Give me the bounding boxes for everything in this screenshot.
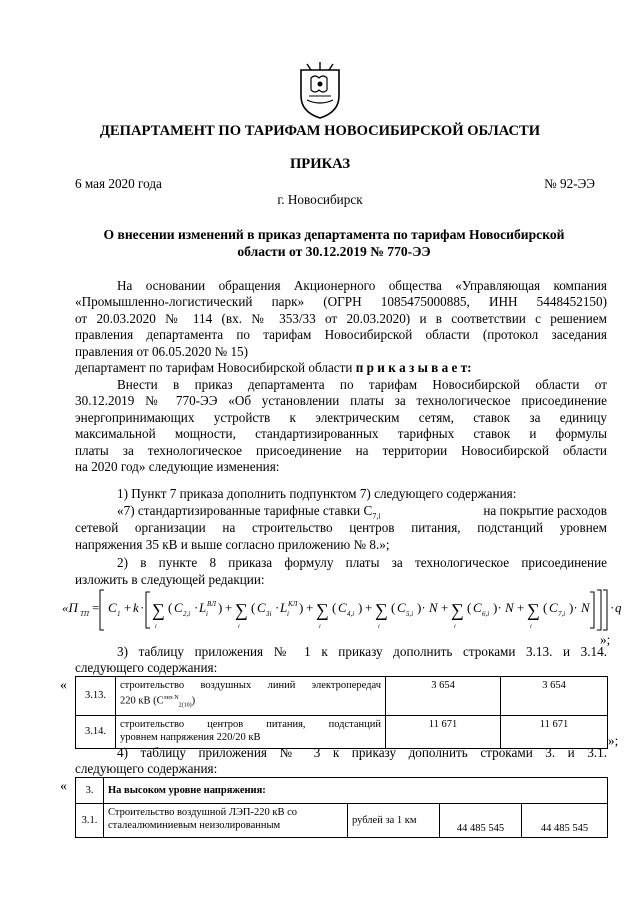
p1-line-2: «Промышленно-логистический парк» (ОГРН 1085475000885, ИНН 5448452150) (75, 294, 607, 309)
table2-open-quote: « (60, 779, 67, 794)
row-description (104, 804, 348, 838)
svg-text:i: i (454, 624, 456, 630)
svg-text:+: + (365, 600, 373, 615)
table-row (76, 778, 608, 804)
svg-text:C: C (257, 600, 266, 615)
svg-text:C: C (473, 600, 482, 615)
svg-text:i: i (206, 610, 208, 618)
row-description-line-2: уровнем напряжения 220/20 кВ (120, 731, 261, 743)
svg-text:i: i (530, 624, 532, 630)
svg-text:)·: )· (493, 600, 502, 615)
p1-line-3: от 20.03.2020 № 114 (вх. № 353/33 от 20.03.2020) и в соответствии с решением (75, 311, 607, 326)
svg-text:∑: ∑ (375, 600, 388, 620)
row-value-1: 44 485 545 (440, 804, 522, 838)
svg-text:4,i: 4,i (347, 610, 355, 618)
item1-quote-start: «7) стандартизированные тарифные ставки С (117, 503, 373, 518)
item1-subscript: 7,i (372, 511, 381, 521)
p2-decree: п р и к а з ы в а е т: (355, 360, 472, 375)
svg-text:)·: )· (417, 600, 426, 615)
order-city: г. Новосибирск (277, 192, 363, 207)
row-description-line-1: строительство центров питания, подстанций (120, 718, 381, 730)
p3-line-2: 30.12.2019 № 770-ЭЭ «Об установлении платы за технологическое присоединение (75, 393, 607, 408)
p3-line-6: на 2020 год» следующие изменения: (75, 459, 280, 474)
svg-text:2,i: 2,i (183, 610, 191, 618)
svg-text:C: C (174, 600, 183, 615)
svg-text:КЛ: КЛ (288, 600, 298, 608)
svg-text:∑: ∑ (235, 600, 248, 620)
svg-text:(: ( (391, 600, 396, 615)
row-description-sup: лнх N (163, 695, 179, 701)
svg-text:ВЛ: ВЛ (207, 600, 217, 608)
svg-text:7,i: 7,i (558, 610, 566, 618)
svg-text:(: ( (332, 600, 337, 615)
svg-text:+: + (306, 600, 314, 615)
svg-text:∑: ∑ (451, 600, 464, 620)
item1-text: 1) Пункт 7 приказа дополнить подпунктом 7) следующего содержания: (117, 486, 517, 501)
row-section-title: На высоком уровне напряжения: (104, 778, 608, 804)
svg-text:i: i (319, 624, 321, 630)
row-number: 3. (76, 778, 104, 804)
svg-text:=: = (92, 600, 100, 615)
row-number: 3.13. (76, 677, 116, 716)
svg-text:·: · (610, 600, 615, 615)
payment-formula (60, 586, 622, 648)
row-description-sub: 2(10) (178, 702, 192, 709)
item4-line-1: 4) таблицу приложения № 3 к приказу дополнить строками 3. и 3.1. (117, 745, 607, 760)
svg-text:i: i (238, 624, 240, 630)
table1 (75, 676, 608, 749)
order-date: 6 мая 2020 года (75, 176, 162, 191)
svg-text:6,i: 6,i (482, 610, 490, 618)
svg-text:C: C (338, 600, 347, 615)
p1-line-1: На основании обращения Акционерного общества «Управляющая компания (117, 278, 607, 293)
department-title: ДЕПАРТАМЕНТ ПО ТАРИФАМ НОВОСИБИРСКОЙ ОБЛАСТИ (99, 123, 541, 139)
svg-text:(: ( (467, 600, 472, 615)
row-value-2: 11 671 (501, 715, 608, 748)
row-value-1: 3 654 (386, 677, 501, 716)
svg-text:i: i (287, 610, 289, 618)
heading-line-1: О внесении изменений в приказ департамента по тарифам Новосибирской (103, 227, 565, 242)
svg-text:+: + (124, 600, 132, 615)
row-description (116, 677, 386, 716)
table-row (76, 804, 608, 838)
svg-text:5,i: 5,i (406, 610, 414, 618)
p3-line-4: максимальной мощности, стандартизированных тарифных ставок и формулы (75, 426, 607, 441)
svg-text:N: N (505, 600, 514, 615)
svg-text:(: ( (251, 600, 256, 615)
p2-line (75, 360, 472, 376)
row-description-line-1: Строительство воздушной ЛЭП-220 кВ со (108, 807, 298, 818)
heading-line-2: области от 30.12.2019 № 770-ЭЭ (237, 244, 431, 259)
svg-text:): ) (218, 600, 223, 615)
svg-text:): ) (358, 600, 363, 615)
svg-text:L: L (199, 600, 207, 615)
svg-text:k: k (133, 600, 139, 615)
svg-text:∑: ∑ (152, 600, 165, 620)
table1-open-quote: « (60, 678, 67, 693)
item1-quote-end: на покрытие расходов (483, 503, 607, 518)
p3-line-5: платы за технологическое присоединение на территории Новосибирской области (75, 443, 607, 458)
table-row (76, 715, 608, 748)
table1-close: »; (608, 733, 619, 748)
row-value-2: 44 485 545 (522, 804, 608, 838)
svg-text:q: q (615, 600, 622, 615)
item3-line-1: 3) таблицу приложения № 1 к приказу дополнить строками 3.13. и 3.14. (117, 644, 607, 659)
table2 (75, 777, 608, 838)
item2-line-1: 2) в пункте 8 приказа формулу платы за технологическое присоединение (117, 555, 607, 570)
p1-line-4: правления департамента по тарифам Новосибирской области (протокол заседания (75, 327, 607, 342)
formula-close: »; (600, 632, 611, 647)
svg-text:·: · (275, 600, 280, 615)
svg-text:C: C (549, 600, 558, 615)
row-value-2: 3 654 (501, 677, 608, 716)
svg-text:·: · (140, 600, 145, 615)
row-description-text: 220 кВ (C (120, 695, 164, 707)
p3-line-1: Внести в приказ департамента по тарифам Новосибирской области от (117, 377, 607, 392)
item4-line-2: следующего содержания: (75, 761, 218, 776)
svg-text:∑: ∑ (527, 600, 540, 620)
svg-text:(: ( (543, 600, 548, 615)
svg-text:L: L (280, 600, 288, 615)
row-number: 3.1. (76, 804, 104, 838)
row-description-end: ) (191, 695, 196, 707)
svg-text:i: i (378, 624, 380, 630)
row-description (116, 715, 386, 748)
svg-text:∑: ∑ (316, 600, 329, 620)
item1-quote-line-2: сетевой организации на строительство центров питания, подстанций уровнем (75, 520, 607, 535)
svg-text:C: C (397, 600, 406, 615)
row-value-1: 11 671 (386, 715, 501, 748)
svg-text:N: N (581, 600, 590, 615)
svg-text:+: + (517, 600, 525, 615)
svg-text:3i: 3i (266, 610, 272, 618)
svg-text:1: 1 (117, 610, 121, 618)
svg-text:«П: «П (62, 600, 78, 615)
svg-text:)·: )· (569, 600, 578, 615)
svg-text:(: ( (168, 600, 173, 615)
svg-text:С: С (108, 600, 117, 615)
svg-text:+: + (441, 600, 449, 615)
item3-line-2: следующего содержания: (75, 660, 218, 675)
row-number: 3.14. (76, 715, 116, 748)
item1-quote-line-3: напряжения 35 кВ и выше согласно приложению № 8.»; (75, 537, 390, 552)
p1-line-5: правления от 06.05.2020 № 15) (75, 344, 249, 359)
order-title: ПРИКАЗ (289, 156, 351, 172)
svg-text:N: N (429, 600, 438, 615)
row-description-line-2 (120, 692, 381, 713)
coat-of-arms-emblem (297, 60, 343, 120)
svg-text:·: · (194, 600, 199, 615)
item2-line-2: изложить в следующей редакции: (75, 572, 265, 587)
p3-line-3: энергопринимающих устройств к электрическим сетям, ставок за единицу (75, 410, 607, 425)
order-number: № 92-ЭЭ (544, 176, 595, 191)
svg-text:i: i (155, 624, 157, 630)
svg-text:ТП: ТП (80, 610, 89, 618)
svg-text:+: + (225, 600, 233, 615)
order-heading (60, 226, 608, 260)
table-row (76, 677, 608, 716)
svg-text:): ) (299, 600, 304, 615)
p2-prefix: департамент по тарифам Новосибирской области (75, 360, 353, 375)
row-unit: рублей за 1 км (348, 804, 440, 838)
row-description-line-1: строительство воздушных линий электропередач (120, 680, 381, 691)
row-description-line-2: сталеалюминиевым неизолированным (108, 820, 281, 831)
